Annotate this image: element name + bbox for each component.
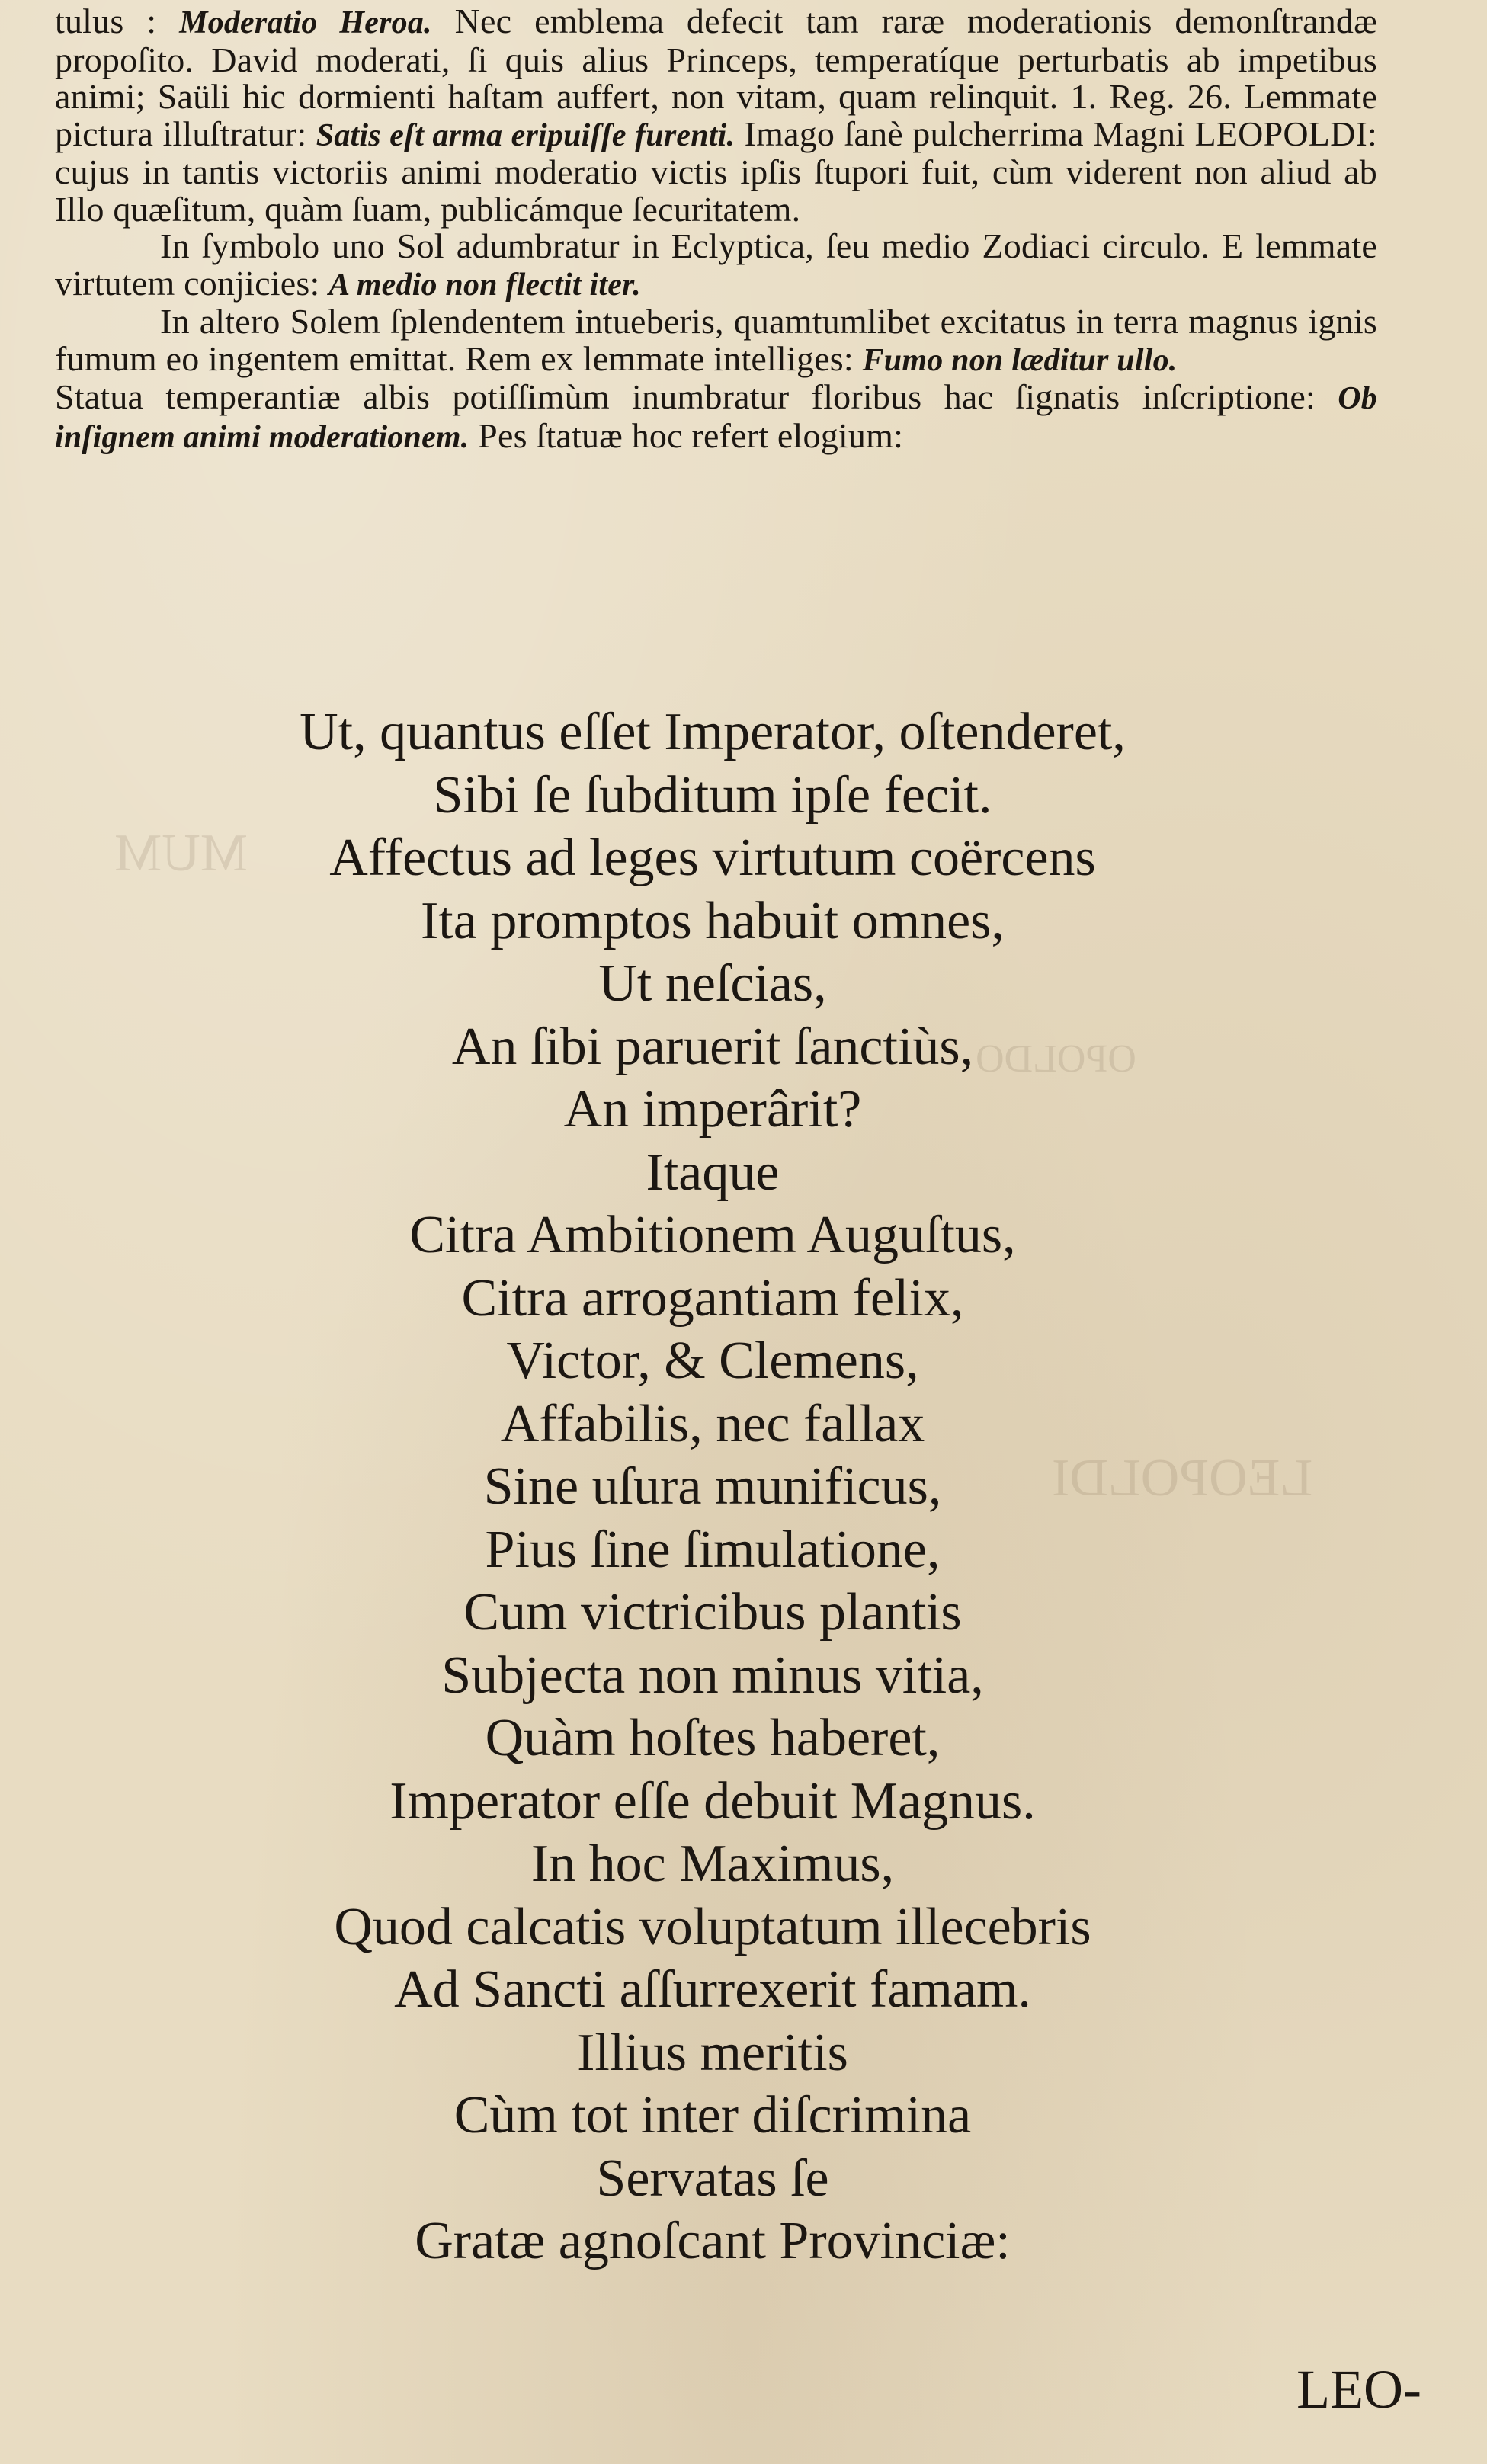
verse-line: Sine uſura munificus, — [483, 1457, 942, 1516]
lemma-italic: A medio non flectit iter. — [328, 267, 641, 303]
prose-text: Statua temperantiæ albis potiſſimùm inumbratur floribus hac ſignatis inſcriptione: — [55, 377, 1338, 416]
verse-line: Affabilis, nec fallax — [500, 1394, 925, 1453]
prose-text: In ſymbolo uno Sol adumbratur in Eclyptica, ſeu medio Zodiaci circulo. E lemmate virtutem conjicies: — [55, 226, 1377, 303]
lemma-italic: Fumo non læditur ullo. — [862, 342, 1178, 378]
verse-line: Citra Ambitionem Auguſtus, — [409, 1206, 1016, 1264]
verse-line: Subjecta non minus vitia, — [441, 1645, 984, 1705]
verse-line: Ut, quantus eſſet Imperator, oſtenderet, — [300, 703, 1126, 761]
prose-text: Nec emblema defecit tam raræ moderationis demonſtrandæ propoſito. David moderati, ſi quis alius Princeps, temperatíque perturbatis ab impetibus animi; Saüli hic dormienti haſtam auffert, non vitam, quam relinquit. 1. Reg. 26. Lemmate pictura illuſtratur: — [55, 2, 1378, 153]
verse-line: Cùm tot inter diſcrimina — [453, 2086, 972, 2145]
prose-text: tulus : — [55, 2, 180, 40]
verse-line: Itaque — [646, 1142, 780, 1202]
verse-line: Illius meritis — [577, 2023, 848, 2082]
verse-line: Citra arrogantiam felix, — [461, 1268, 964, 1328]
verse-line: Servatas ſe — [596, 2148, 829, 2208]
prose-text: Pes ſtatuæ hoc refert elogium: — [469, 415, 904, 455]
verse-line: An ſibi paruerit ſanctiùs, — [451, 1017, 974, 1076]
paragraph-statua — [55, 379, 1377, 456]
verse-line: In hoc Maximus, — [530, 1834, 895, 1893]
verse-line: An imperârit? — [563, 1080, 862, 1139]
verse-line: Imperator eſſe debuit Magnus. — [389, 1771, 1036, 1831]
bleed-through-mark: LEOPOLDI — [1052, 1449, 1313, 1508]
catchword: LEO- — [1296, 2359, 1421, 2420]
prose-text: In altero Solem ſplendentem intueberis, quamtumlibet excitatus in terra magnus ignis fumum eo ingentem emittat. Rem ex lemmate intelliges: — [55, 302, 1377, 378]
verse-line: Quod calcatis voluptatum illecebris — [334, 1897, 1091, 1956]
verse-line: Sibi ſe ſubditum ipſe fecit. — [433, 765, 992, 825]
verse-line: Quàm hoſtes haberet, — [485, 1709, 941, 1767]
verse-line: Pius ſine ſimulatione, — [485, 1520, 941, 1579]
inscription-italic: Ob inſignem animi moderationem. — [55, 381, 1377, 455]
paragraph-moderatio — [55, 3, 1377, 228]
bleed-through-mark: OPOLDO — [976, 1037, 1136, 1081]
verse-line: Ut neſcias, — [598, 954, 827, 1013]
bleed-through-mark: MUM — [114, 824, 248, 883]
elogium-verse — [46, 701, 1380, 2273]
paragraph-sol-eclyptica — [55, 228, 1377, 303]
verse-line: Ita promptos habuit omnes, — [420, 891, 1005, 950]
verse-line: Cum victricibus plantis — [463, 1583, 962, 1642]
verse-line: Victor, & Clemens, — [506, 1331, 919, 1390]
verse-line: Ad Sancti aſſurrexerit famam. — [394, 1960, 1031, 2019]
lemma-italic: Satis eſt arma eripuiſſe furenti. — [316, 117, 735, 153]
paragraph-sol-splendens — [55, 303, 1377, 379]
prose-text: Imago ſanè pulcherrima Magni LEOPOLDI: cujus in tantis victoriis animi moderatio victis ipſis ſtupori fuit, cùm viderent non aliud ab Illo quæſitum, quàm ſuam, publicámque ſecuritatem. — [55, 114, 1377, 229]
motto-italic: Moderatio Heroa. — [179, 5, 432, 40]
prose-block — [55, 3, 1377, 456]
verse-line: Affectus ad leges virtutum coërcens — [329, 828, 1096, 887]
verse-line: Gratæ agnoſcant Provinciæ: — [415, 2212, 1011, 2270]
